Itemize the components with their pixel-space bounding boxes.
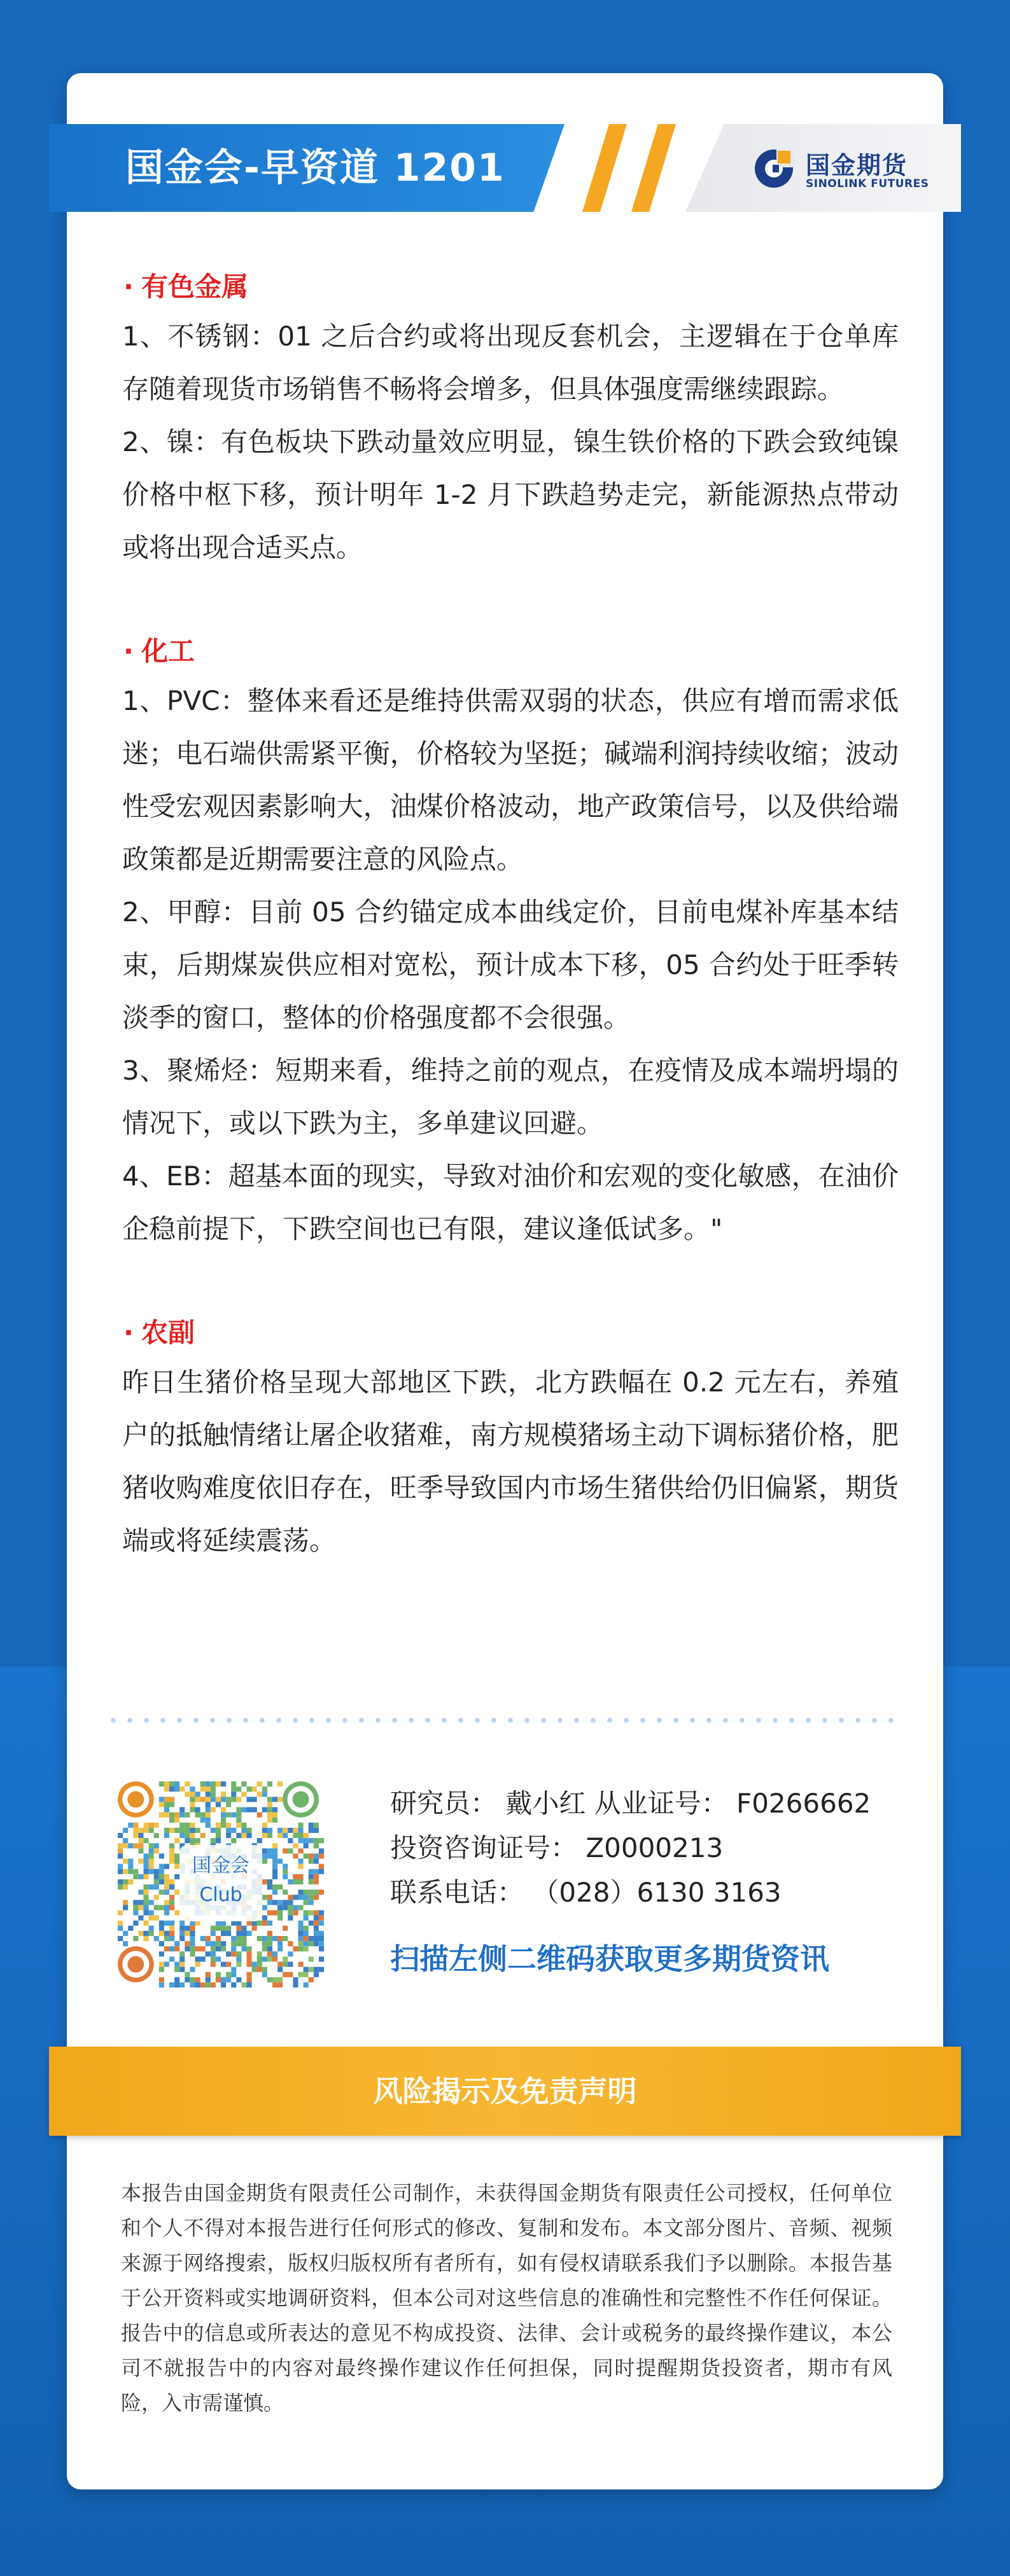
paragraph: 3、聚烯烃：短期来看，维持之前的观点，在疫情及成本端坍塌的情况下，或以下跌为主，多单建议回避。 <box>122 1055 899 1139</box>
section-agriculture <box>122 1310 899 1567</box>
logo-english-name: SINOLINK FUTURES <box>806 178 929 190</box>
risk-disclosure-banner: 风险揭示及免责声明 <box>49 2047 961 2136</box>
header-banner <box>49 124 961 212</box>
paragraph: 昨日生猪价格呈现大部地区下跌，北方跌幅在 0.2 元左右，养殖户的抵触情绪让屠企收猪难，南方规模猪场主动下调标猪价格，肥猪收购难度依旧存在，旺季导致国内市场生猪供给仍旧偏紧，期货端或将延续震荡。 <box>122 1367 899 1556</box>
section-chemicals <box>122 629 899 1255</box>
paragraph: 4、EB：超基本面的现实，导致对油价和宏观的变化敏感，在油价企稳前提下，下跌空间也已有限，建议逢低试多。" <box>122 1160 899 1244</box>
advisory-number-line: 投资咨询证号： Z0000213 <box>390 1832 724 1863</box>
scan-qr-prompt: 扫描左侧二维码获取更多期货资讯 <box>390 1942 829 1976</box>
paragraph: 1、PVC：整体来看还是维持供需双弱的状态，供应有增而需求低迷；电石端供需紧平衡，价格较为坚挺；碱端利润持续收缩；波动性受宏观因素影响大，油煤价格波动，地产政策信号，以及供给端政策都是近期需要注意的风险点。 <box>122 685 899 875</box>
report-card <box>67 73 943 2489</box>
dotted-divider <box>105 1718 905 1723</box>
paragraph: 2、甲醇：目前 05 合约锚定成本曲线定价，目前电煤补库基本结束，后期煤炭供应相对宽松，预计成本下移，05 合约处于旺季转淡季的窗口，整体的价格强度都不会很强。 <box>122 896 899 1033</box>
paragraph: 2、镍：有色板块下跌动量效应明显，镍生铁价格的下跌会致纯镍价格中枢下移，预计明年 1-2 月下跌趋势走完，新能源热点带动或将出现合适买点。 <box>122 426 899 563</box>
report-content <box>122 264 899 1567</box>
section-title: · 化工 <box>123 636 195 667</box>
header-stripe-1 <box>582 124 627 212</box>
qr-center-label: 国金会 Club <box>179 1845 262 1921</box>
section-title: · 农副 <box>123 1317 195 1348</box>
header-stripe-2 <box>631 124 676 212</box>
disclaimer-text: 本报告由国金期货有限责任公司制作，未获得国金期货有限责任公司授权，任何单位和个人不得对本报告进行任何形式的修改、复制和发布。本文部分图片、音频、视频来源于网络搜索，版权归版权所有者所有，如有侵权请联系我们予以删除。本报告基于公开资料或实地调研资料，但本公司对这些信息的准确性和完整性不作任何保证。报告中的信息或所表达的意见不构成投资、法律、会计或税务的最终操作建议，本公司不就报告中的内容对最终操作建议作任何担保，同时提醒期货投资者，期市有风险，入市需谨慎。 <box>121 2181 892 2415</box>
researcher-line: 研究员： 戴小红 从业证号： F0266662 <box>390 1788 871 1819</box>
paragraph: 1、不锈钢：01 之后合约或将出现反套机会，主逻辑在于仓单库存随着现货市场销售不畅将会增多，但具体强度需继续跟踪。 <box>122 321 899 405</box>
qr-code[interactable] <box>118 1781 324 1988</box>
contact-info <box>390 1781 937 1915</box>
sinolink-logo-icon <box>751 146 797 191</box>
page-title: 国金会-早资道 1201 <box>125 146 505 190</box>
section-nonferrous <box>122 264 899 574</box>
section-title: · 有色金属 <box>123 271 248 302</box>
phone-line: 联系电话： （028）6130 3163 <box>390 1877 782 1908</box>
company-logo <box>751 141 942 195</box>
logo-chinese-name: 国金期货 <box>806 151 908 179</box>
